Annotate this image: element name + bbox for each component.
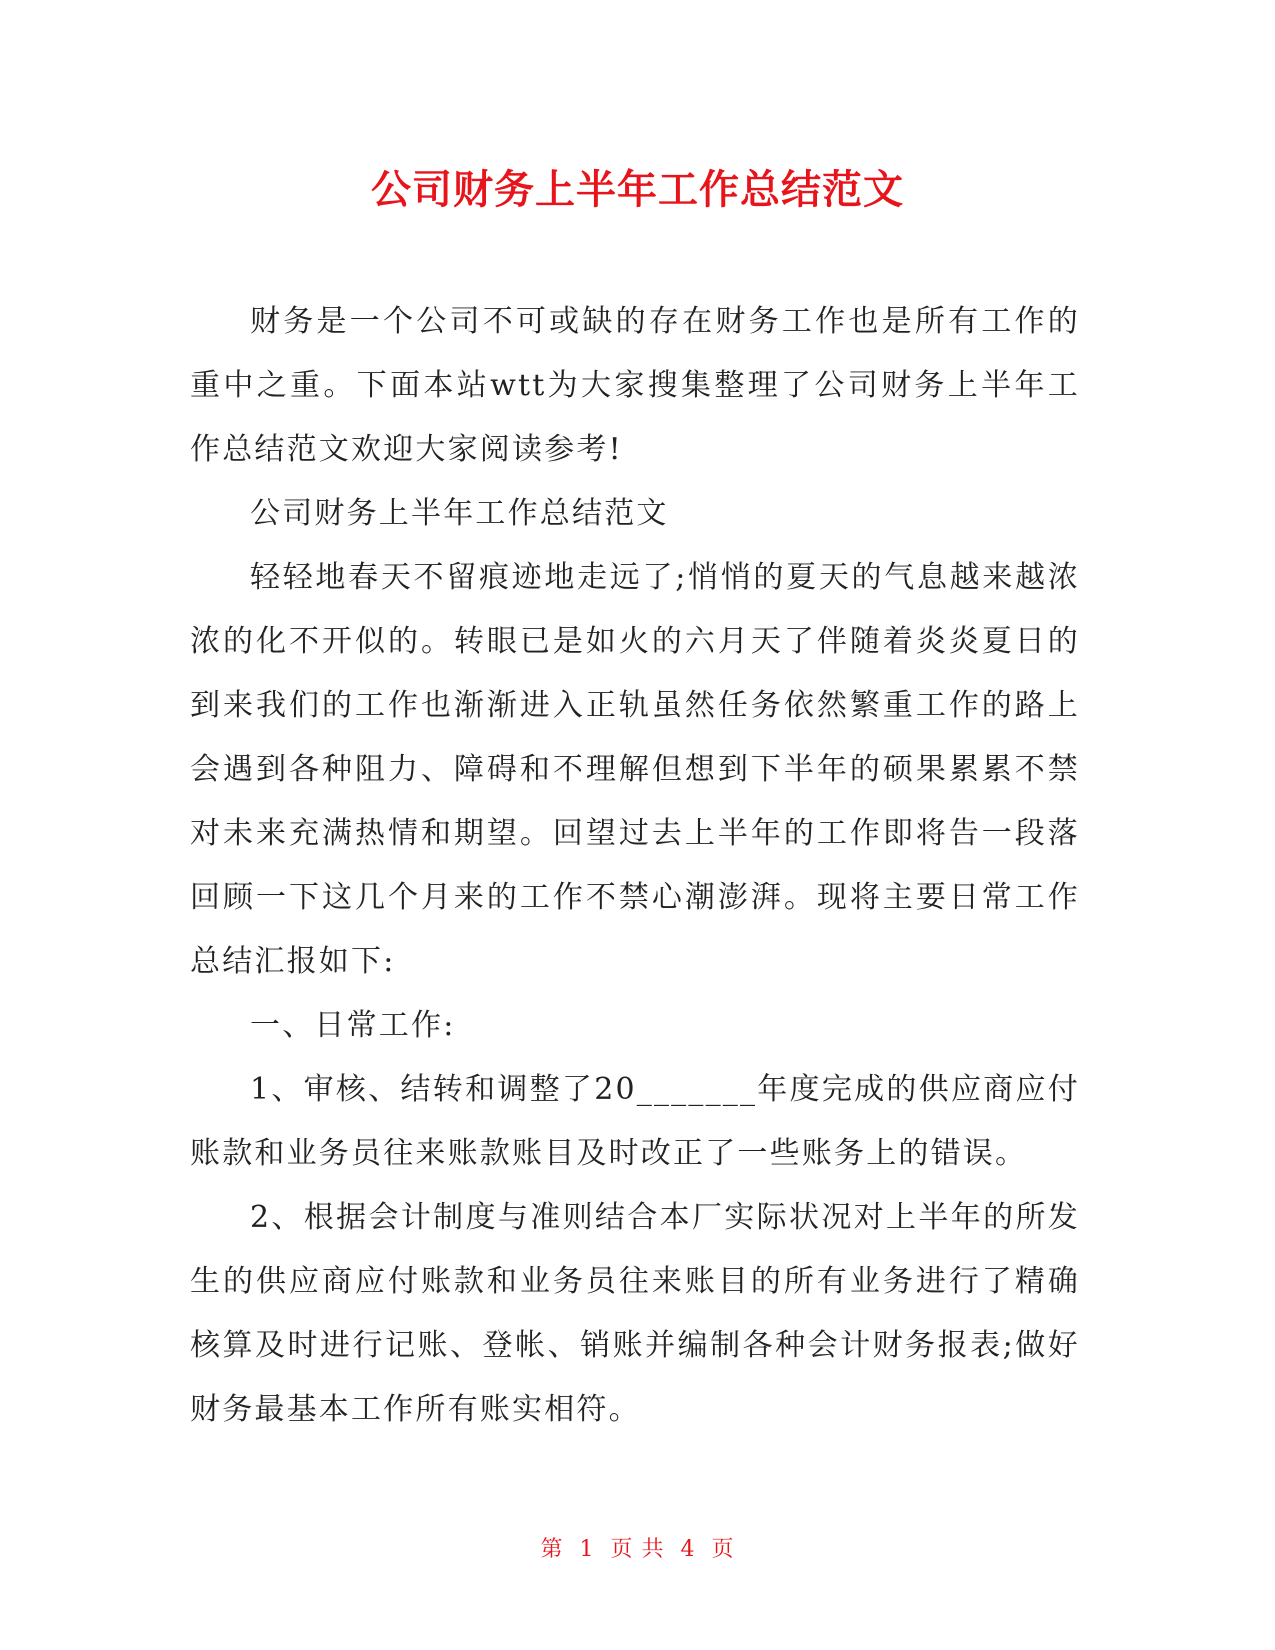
footer-total-pages: 4 — [680, 1537, 696, 1562]
document-body — [190, 290, 1080, 1442]
footer-prefix: 第 — [540, 1537, 564, 1562]
footer-mid: 页 共 — [610, 1537, 665, 1562]
document-title: 公司财务上半年工作总结范文 — [371, 167, 904, 213]
list-item-2: 2、根据会计制度与准则结合本厂实际状况对上半年的所发生的供应商应付账款和业务员往来账目的所有业务进行了精确核算及时进行记账、登帐、销账并编制各种会计财务报表;做好财务最基本工作所有账实相符。 — [190, 1200, 1080, 1427]
list-item-1: 1、审核、结转和调整了20_______年度完成的供应商应付账款和业务员往来账款账目及时改正了一些账务上的错误。 — [190, 1072, 1080, 1171]
footer-current-page: 1 — [579, 1537, 595, 1562]
paragraph-opening: 轻轻地春天不留痕迹地走远了;悄悄的夏天的气息越来越浓浓的化不开似的。转眼已是如火的六月天了伴随着炎炎夏日的到来我们的工作也渐渐进入正轨虽然任务依然繁重工作的路上会遇到各种阻力、障碍和不理解但想到下半年的硕果累累不禁对未来充满热情和期望。回望过去上半年的工作即将告一段落回顾一下这几个月来的工作不禁心潮澎湃。现将主要日常工作总结汇报如下: — [190, 560, 1080, 979]
footer-suffix: 页 — [711, 1537, 735, 1562]
paragraph-intro: 财务是一个公司不可或缺的存在财务工作也是所有工作的重中之重。下面本站wtt为大家搜集整理了公司财务上半年工作总结范文欢迎大家阅读参考! — [190, 304, 1080, 467]
paragraph-subtitle: 公司财务上半年工作总结范文 — [250, 496, 669, 531]
page-footer — [0, 1535, 1275, 1565]
section-heading-daily-work: 一、日常工作: — [250, 1008, 456, 1043]
